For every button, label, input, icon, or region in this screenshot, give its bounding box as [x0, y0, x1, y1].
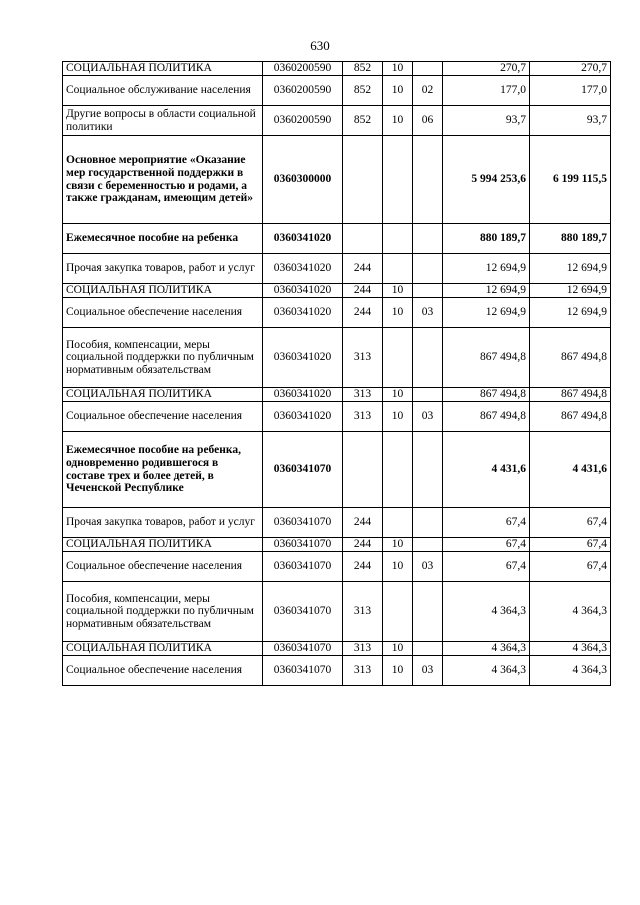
cell-expense-type: 244: [343, 298, 383, 328]
cell-target-code: 0360300000: [263, 136, 343, 224]
cell-expense-type: 244: [343, 552, 383, 582]
cell-amount-year-1: 880 189,7: [443, 224, 530, 254]
cell-amount-year-1: 177,0: [443, 76, 530, 106]
cell-amount-year-2: 880 189,7: [530, 224, 611, 254]
table-row: [63, 62, 611, 76]
cell-amount-year-1: 67,4: [443, 538, 530, 552]
cell-expense-type: [343, 224, 383, 254]
cell-name: Социальное обеспечение населения: [63, 656, 263, 686]
cell-target-code: 0360341070: [263, 538, 343, 552]
cell-expense-type: [343, 136, 383, 224]
cell-section: 10: [383, 62, 413, 76]
cell-amount-year-1: 270,7: [443, 62, 530, 76]
cell-name: Основное мероприятие «Оказание мер государственной поддержки в связи с беременностью и родами, а также гражданам, имеющим детей»: [63, 136, 263, 224]
cell-section: 10: [383, 552, 413, 582]
cell-section: 10: [383, 298, 413, 328]
cell-amount-year-1: 12 694,9: [443, 298, 530, 328]
table-row: [63, 582, 611, 642]
cell-name: Другие вопросы в области социальной политики: [63, 106, 263, 136]
cell-subsection: [413, 62, 443, 76]
table-row: [63, 106, 611, 136]
table-row: [63, 224, 611, 254]
cell-name: СОЦИАЛЬНАЯ ПОЛИТИКА: [63, 62, 263, 76]
cell-section: [383, 224, 413, 254]
cell-subsection: [413, 136, 443, 224]
cell-name: Пособия, компенсации, меры социальной поддержки по публичным нормативным обязательствам: [63, 582, 263, 642]
cell-amount-year-1: 867 494,8: [443, 402, 530, 432]
cell-amount-year-2: 177,0: [530, 76, 611, 106]
cell-subsection: 03: [413, 656, 443, 686]
cell-subsection: [413, 538, 443, 552]
cell-amount-year-2: 12 694,9: [530, 254, 611, 284]
cell-section: 10: [383, 76, 413, 106]
table-row: [63, 656, 611, 686]
table-row: [63, 76, 611, 106]
cell-name: Социальное обеспечение населения: [63, 298, 263, 328]
table-row: [63, 254, 611, 284]
cell-target-code: 0360341020: [263, 284, 343, 298]
cell-amount-year-1: 4 364,3: [443, 582, 530, 642]
cell-amount-year-2: 12 694,9: [530, 284, 611, 298]
cell-subsection: [413, 254, 443, 284]
cell-name: Ежемесячное пособие на ребенка, одновременно родившегося в составе трех и более детей, в Чеченской Республике: [63, 432, 263, 508]
cell-expense-type: 244: [343, 508, 383, 538]
table-row: [63, 508, 611, 538]
cell-target-code: 0360341070: [263, 552, 343, 582]
table-row: [63, 552, 611, 582]
cell-target-code: 0360341070: [263, 656, 343, 686]
cell-amount-year-2: 67,4: [530, 508, 611, 538]
cell-expense-type: 313: [343, 388, 383, 402]
cell-target-code: 0360341070: [263, 642, 343, 656]
cell-expense-type: 313: [343, 656, 383, 686]
cell-subsection: 02: [413, 76, 443, 106]
cell-expense-type: 313: [343, 402, 383, 432]
cell-expense-type: 852: [343, 62, 383, 76]
cell-subsection: [413, 508, 443, 538]
cell-name: Ежемесячное пособие на ребенка: [63, 224, 263, 254]
cell-section: [383, 508, 413, 538]
cell-section: 10: [383, 402, 413, 432]
cell-subsection: 03: [413, 298, 443, 328]
cell-amount-year-2: 4 364,3: [530, 582, 611, 642]
table-row: [63, 298, 611, 328]
table-row: [63, 642, 611, 656]
cell-expense-type: 244: [343, 284, 383, 298]
cell-subsection: [413, 432, 443, 508]
cell-subsection: [413, 388, 443, 402]
cell-expense-type: 313: [343, 328, 383, 388]
cell-target-code: 0360341020: [263, 298, 343, 328]
cell-amount-year-2: 4 364,3: [530, 656, 611, 686]
cell-amount-year-2: 4 431,6: [530, 432, 611, 508]
cell-section: [383, 432, 413, 508]
cell-subsection: 03: [413, 402, 443, 432]
cell-section: [383, 254, 413, 284]
cell-name: Социальное обеспечение населения: [63, 552, 263, 582]
cell-subsection: [413, 642, 443, 656]
table-row: [63, 402, 611, 432]
page-number: 630: [310, 38, 330, 53]
cell-subsection: [413, 284, 443, 298]
cell-expense-type: [343, 432, 383, 508]
cell-amount-year-2: 867 494,8: [530, 402, 611, 432]
cell-expense-type: 852: [343, 106, 383, 136]
cell-amount-year-2: 67,4: [530, 552, 611, 582]
cell-subsection: 06: [413, 106, 443, 136]
cell-target-code: 0360200590: [263, 76, 343, 106]
cell-amount-year-1: 67,4: [443, 508, 530, 538]
table-row: [63, 538, 611, 552]
cell-subsection: [413, 224, 443, 254]
cell-target-code: 0360200590: [263, 62, 343, 76]
cell-target-code: 0360341020: [263, 224, 343, 254]
cell-expense-type: 244: [343, 254, 383, 284]
cell-expense-type: 244: [343, 538, 383, 552]
cell-amount-year-1: 67,4: [443, 552, 530, 582]
cell-target-code: 0360341070: [263, 582, 343, 642]
cell-target-code: 0360341020: [263, 388, 343, 402]
cell-section: 10: [383, 388, 413, 402]
cell-amount-year-1: 4 364,3: [443, 642, 530, 656]
cell-amount-year-1: 12 694,9: [443, 284, 530, 298]
cell-expense-type: 313: [343, 582, 383, 642]
cell-name: Пособия, компенсации, меры социальной поддержки по публичным нормативным обязательствам: [63, 328, 263, 388]
cell-amount-year-1: 5 994 253,6: [443, 136, 530, 224]
cell-amount-year-1: 12 694,9: [443, 254, 530, 284]
cell-section: 10: [383, 538, 413, 552]
cell-target-code: 0360341070: [263, 508, 343, 538]
table-row: [63, 284, 611, 298]
cell-amount-year-1: 93,7: [443, 106, 530, 136]
cell-target-code: 0360341070: [263, 432, 343, 508]
cell-name: СОЦИАЛЬНАЯ ПОЛИТИКА: [63, 538, 263, 552]
table-row: [63, 432, 611, 508]
cell-target-code: 0360341020: [263, 402, 343, 432]
cell-amount-year-2: 4 364,3: [530, 642, 611, 656]
cell-section: 10: [383, 656, 413, 686]
cell-section: [383, 582, 413, 642]
cell-amount-year-2: 867 494,8: [530, 388, 611, 402]
table-row: [63, 136, 611, 224]
cell-amount-year-2: 67,4: [530, 538, 611, 552]
cell-subsection: 03: [413, 552, 443, 582]
cell-expense-type: 313: [343, 642, 383, 656]
cell-section: [383, 328, 413, 388]
table-row: [63, 328, 611, 388]
cell-target-code: 0360200590: [263, 106, 343, 136]
cell-amount-year-2: 6 199 115,5: [530, 136, 611, 224]
cell-section: [383, 136, 413, 224]
cell-amount-year-1: 867 494,8: [443, 388, 530, 402]
budget-table: [62, 61, 611, 686]
cell-name: Прочая закупка товаров, работ и услуг: [63, 508, 263, 538]
cell-section: 10: [383, 284, 413, 298]
table-row: [63, 388, 611, 402]
cell-name: СОЦИАЛЬНАЯ ПОЛИТИКА: [63, 388, 263, 402]
cell-expense-type: 852: [343, 76, 383, 106]
cell-section: 10: [383, 106, 413, 136]
cell-amount-year-1: 4 364,3: [443, 656, 530, 686]
cell-section: 10: [383, 642, 413, 656]
cell-name: СОЦИАЛЬНАЯ ПОЛИТИКА: [63, 284, 263, 298]
cell-amount-year-2: 270,7: [530, 62, 611, 76]
cell-target-code: 0360341020: [263, 328, 343, 388]
cell-name: СОЦИАЛЬНАЯ ПОЛИТИКА: [63, 642, 263, 656]
cell-name: Социальное обслуживание населения: [63, 76, 263, 106]
cell-amount-year-1: 4 431,6: [443, 432, 530, 508]
cell-name: Социальное обеспечение населения: [63, 402, 263, 432]
cell-name: Прочая закупка товаров, работ и услуг: [63, 254, 263, 284]
cell-subsection: [413, 328, 443, 388]
cell-amount-year-1: 867 494,8: [443, 328, 530, 388]
cell-amount-year-2: 867 494,8: [530, 328, 611, 388]
cell-amount-year-2: 93,7: [530, 106, 611, 136]
table-body: [63, 62, 611, 686]
cell-target-code: 0360341020: [263, 254, 343, 284]
cell-subsection: [413, 582, 443, 642]
cell-amount-year-2: 12 694,9: [530, 298, 611, 328]
